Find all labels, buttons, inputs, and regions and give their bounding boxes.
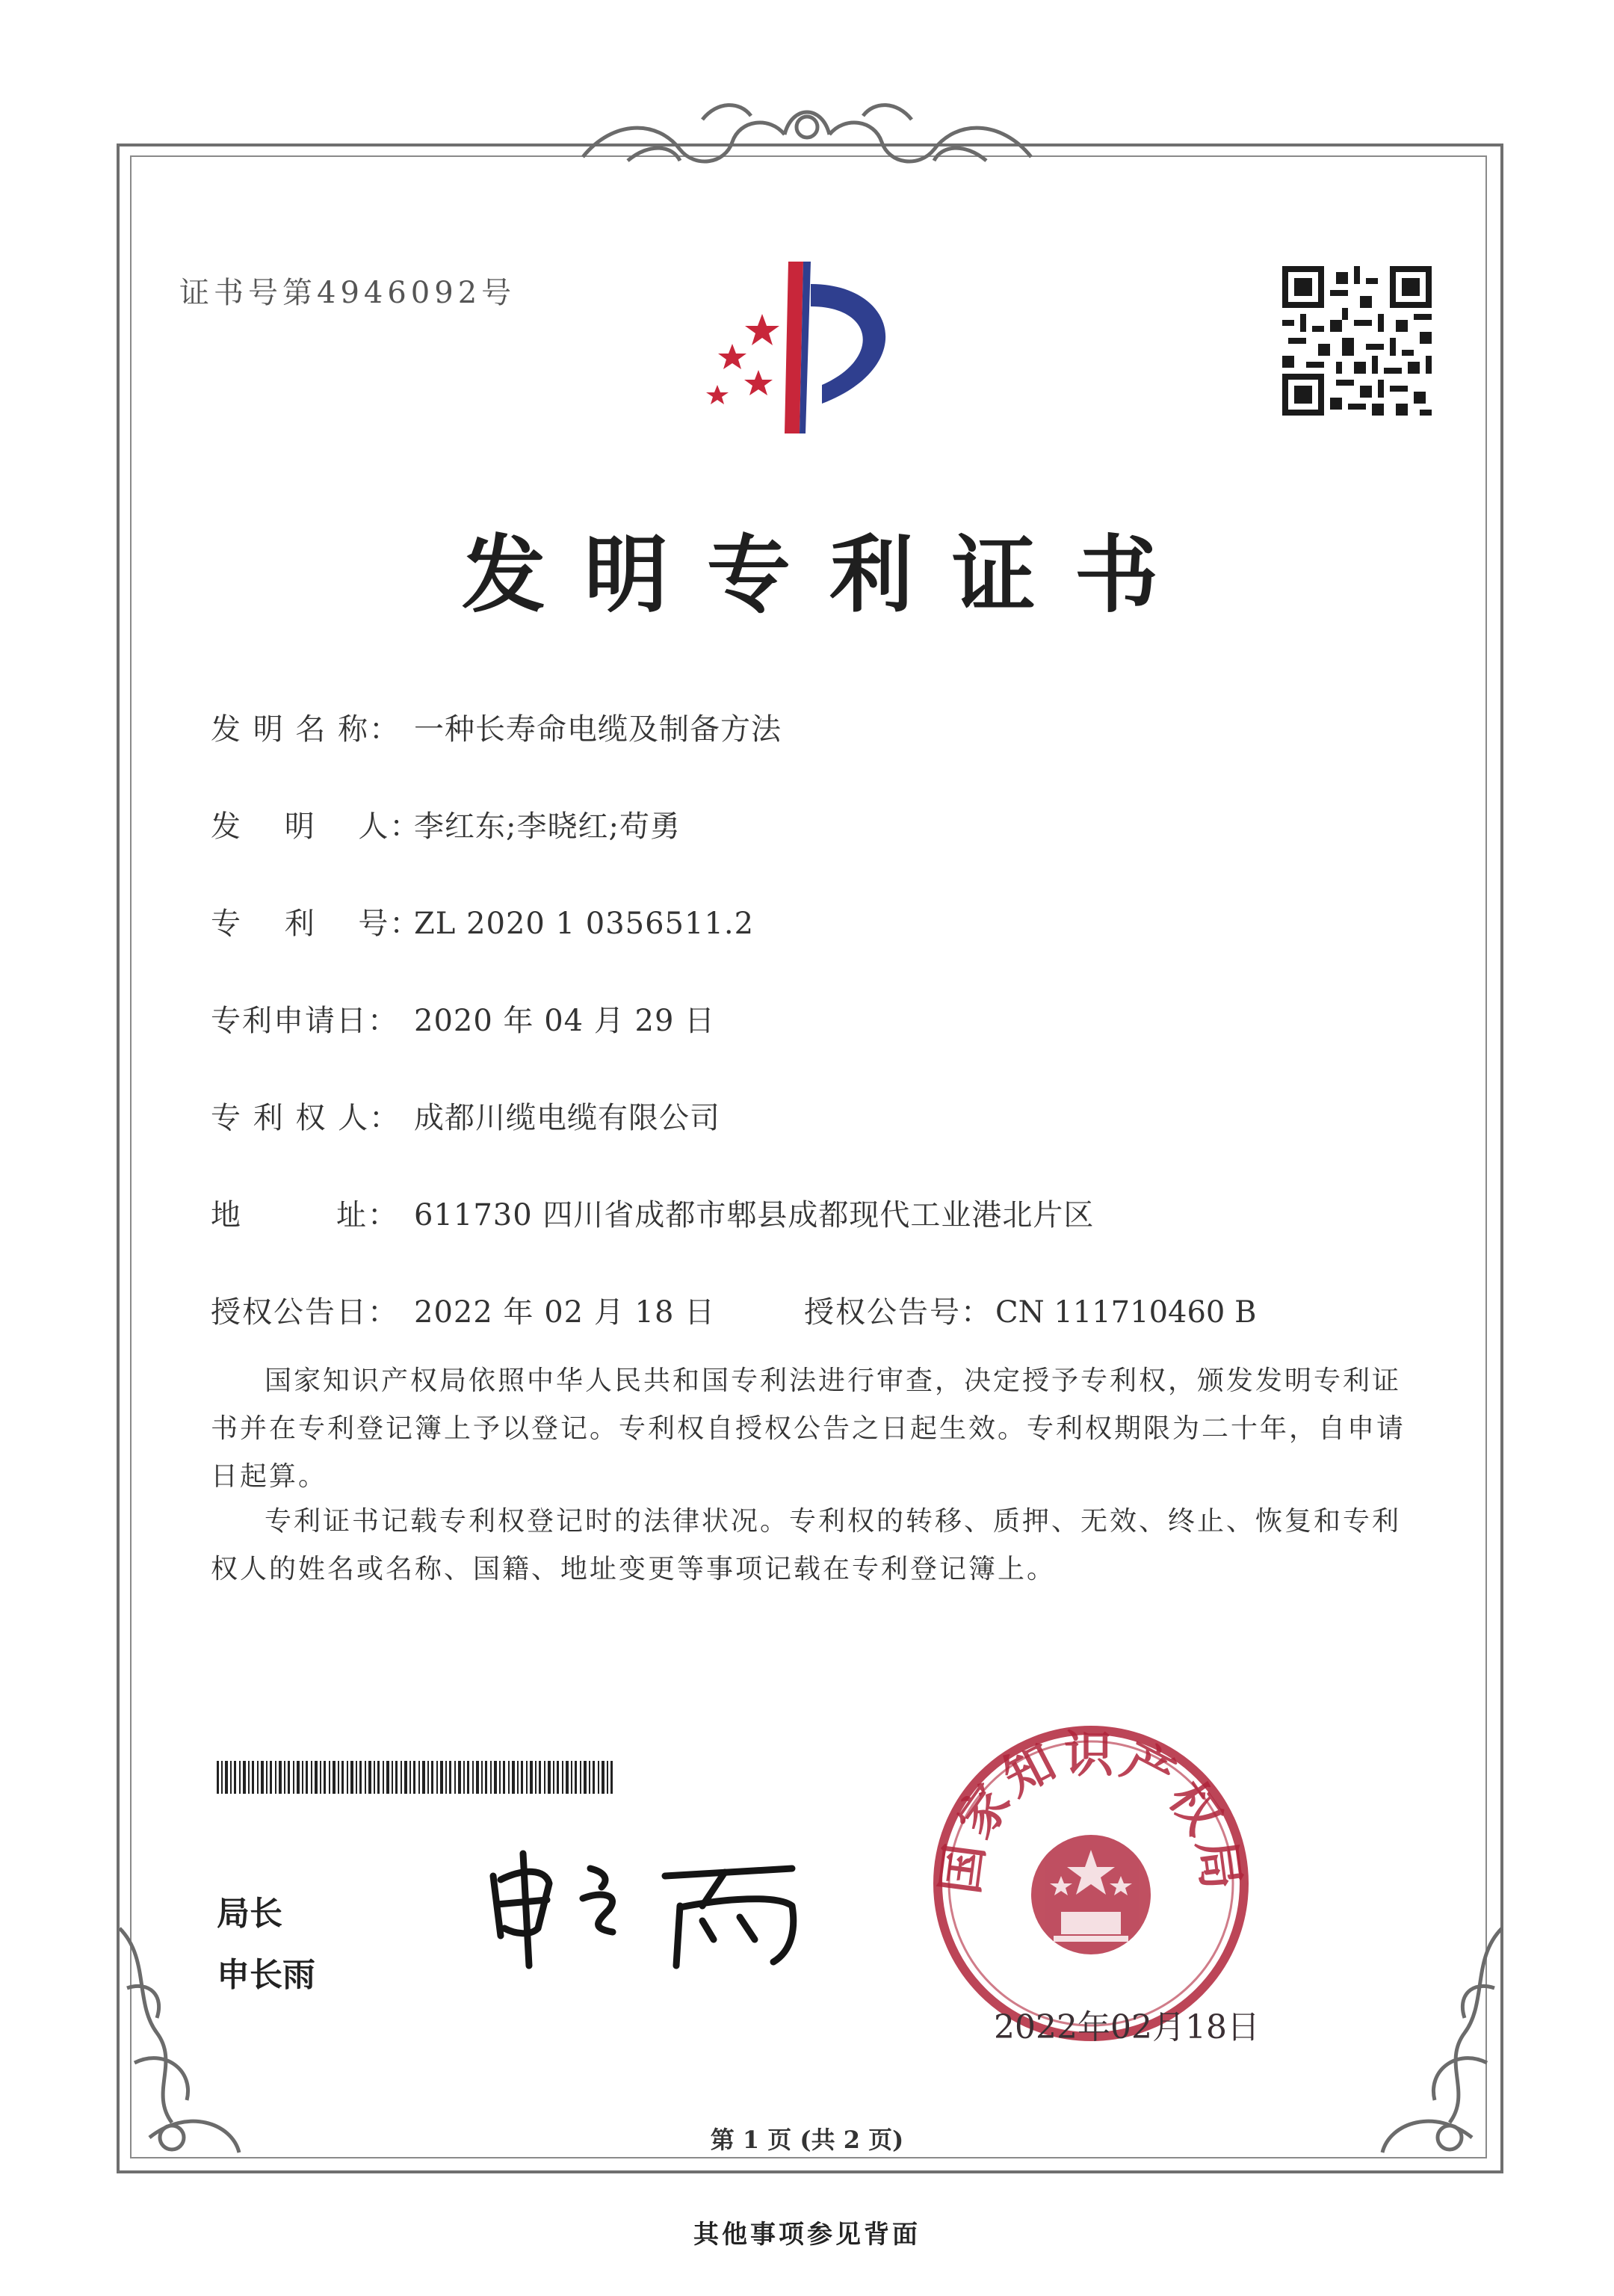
field-value: 李红东;李晓红;苟勇 [414,809,681,844]
signature-icon [478,1846,822,1973]
page-number: 第 1 页 (共 2 页) [710,2126,904,2154]
field-patent-number [211,900,754,942]
top-ornament-icon [568,90,1046,179]
seal-date: 2022年02月18日 [994,2008,1260,2046]
seal-text: 国家知识产权局 [931,1726,1251,1898]
field-label: 发 明 人： [211,809,421,844]
seal-icon [927,1719,1255,2048]
statement-paragraph-1: 国家知识产权局依照中华人民共和国专利法进行审查，决定授予专利权，颁发发明专利证书并在专利登记簿上予以登记。专利权自授权公告之日起生效。专利权期限为二十年，自申请日起算。 [211,1365,1406,1492]
signatory-role: 局长 [217,1895,282,1933]
field-label: 专利申请日： [211,1004,399,1038]
qr-code-icon [1282,266,1432,416]
field-label: 专 利 权 人： [211,1101,401,1135]
field-inventors [211,803,681,845]
field-invention-name [211,706,782,748]
field-label: 地 址： [211,1198,399,1232]
field-value: 一种长寿命电缆及制备方法 [414,712,782,747]
patent-emblem-icon [672,247,927,448]
field-value: 2022 年 02 月 18 日 [414,1295,716,1330]
field-value: 611730 四川省成都市郫县成都现代工业港北片区 [414,1198,1095,1232]
field-label: 授权公告日： [211,1295,399,1330]
certificate-title: 发明专利证书 [462,527,1197,624]
field-label: 发 明 名 称： [211,712,401,747]
field-announcement-number [804,1289,1256,1331]
field-label: 授权公告号： [804,1295,992,1330]
field-value: 成都川缆电缆有限公司 [414,1101,720,1135]
statement-paragraph-2: 专利证书记载专利权登记时的法律状况。专利权的转移、质押、无效、终止、恢复和专利权人的姓名或名称、国籍、地址变更等事项记载在专利登记簿上。 [211,1506,1402,1584]
certificate-number: 证书号第4946092号 [179,276,516,310]
field-value: CN 111710460 B [995,1295,1257,1330]
signatory-name: 申长雨 [217,1956,315,1994]
barcode-icon [217,1761,613,1794]
field-address [211,1191,1094,1234]
field-label: 专 利 号： [211,907,421,941]
field-patentee [211,1094,720,1137]
field-application-date [211,997,715,1040]
footer-note: 其他事项参见背面 [693,2220,921,2250]
field-grant-date [211,1289,715,1331]
field-value: 2020 年 04 月 29 日 [414,1004,716,1038]
field-value: ZL 2020 1 0356511.2 [414,907,755,941]
